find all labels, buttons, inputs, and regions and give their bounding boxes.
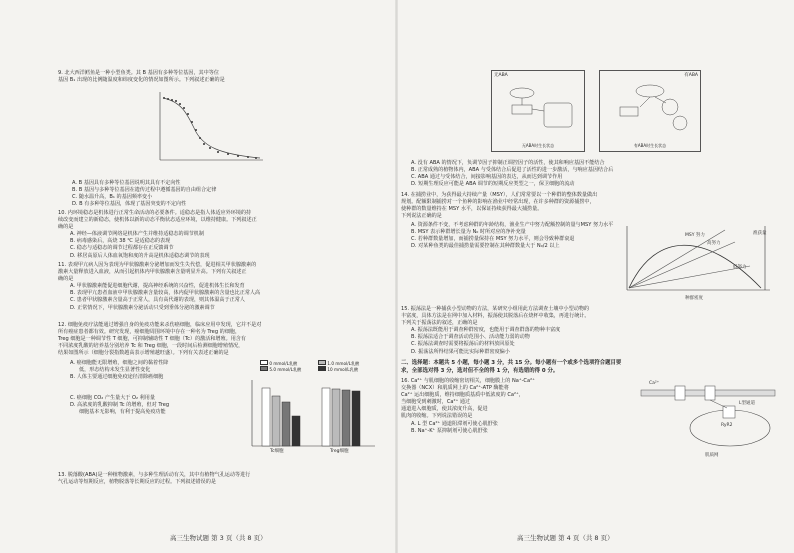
q14-chart	[615, 222, 775, 302]
q14-label-high: 高努力	[707, 241, 721, 246]
q13-option: A. 没有 ABA 的情况下，负调节因子抑制正调控因子的活性，使其和响应基因不能结合	[411, 160, 605, 166]
q15-option: C. 振荡法调查时需要将振荡后的材料放回原处	[411, 341, 515, 348]
scatter-point	[175, 100, 177, 102]
right-page	[397, 0, 794, 553]
footer-left: 高三生物试题 第 3 页（共 8 页）	[170, 534, 267, 542]
q16-option: A. L 型 Ca²⁺ 通道阻滞剂可使心肌舒张	[411, 420, 498, 427]
q14-stem-line: 使种群的数量维持在 MSY 水平，以保证持续获得最大捕捞量。	[401, 206, 543, 213]
legend-label: 1.0 mmol/L乳酸	[327, 361, 360, 366]
q13-option: C. ABA 通过与受体结合，间接影响基因的表达，从而达到调节作用	[411, 174, 563, 181]
q12-chart	[230, 360, 380, 460]
q13-panel-right	[599, 70, 701, 152]
section-title: 二、选择题：本题共 5 小题，每小题 3 分，共 15 分。每小题有一个或多个选项符合题目要	[401, 360, 622, 366]
q16-figure	[635, 376, 780, 458]
q13-panel-left	[491, 70, 585, 152]
footer-right: 高三生物试题 第 4 页（共 8 页）	[517, 534, 614, 542]
question-10	[58, 210, 378, 260]
q14-label-density: 种群密度	[685, 296, 703, 301]
q16-stem-line: Ca²⁺ 运出细胞质，维持细胞质基质中低浓度的 Ca²⁺，	[401, 392, 524, 399]
q16-stem-line: 16. Ca²⁺ 与肌细胞的收缩密切相关，细胞膜上的 Na⁺-Ca²⁺	[401, 378, 535, 384]
q16-stem-line: 通道进入细胞质，使其浓度升高，促进	[401, 406, 488, 413]
bar	[322, 388, 330, 446]
q9-stem-line: 9. 北大西洋鳕鱼是一种小型鱼类。其 B 基因有多种等位基因，其中等位	[58, 70, 219, 76]
q14-stem-line: 规划。配额限制捕捞对一个鱼种的影响在渔业中经常出现，在许多种群的资源捕捞中，	[401, 199, 595, 206]
q14-option: B. MSY 表示种群增长量为 N₀ 时所对应的净补充量	[411, 229, 526, 236]
q12-stem-line: 结果如图所示（细胞分裂指数越高表示增殖越旺盛）。下列有关表述正确的是	[58, 350, 229, 357]
legend-item	[260, 366, 301, 372]
panel-caption: 无ABA时生长状态	[521, 143, 555, 148]
q12-stem-line: 12. 细胞免疫疗法能通过增强自身的免疫功能来杀伤癌细胞，临床应用中发现，它并不是对	[58, 322, 262, 328]
q9-option: A. B 基因具有多种等位基因说明其具有不定向性	[72, 180, 181, 186]
bar	[352, 391, 360, 446]
q12-option: D. 高浓度的乳酸抑制 Tc 的增殖，但对 Treg	[70, 402, 170, 409]
q9-option: D. B 有多种等位基因，体现了基因突变的不定向性	[72, 201, 187, 208]
panel-label: 有ABA	[684, 73, 698, 78]
bar	[292, 416, 300, 446]
fig-label-sr: 肌质网	[705, 453, 719, 458]
q13-options	[411, 160, 781, 188]
q13-stem-line: 气孔运动等短期反应，植物脱落等长期反应的过程。下列叙述错误的是	[58, 479, 216, 486]
q14-options	[411, 222, 621, 250]
q12-stem-line: 不同浓度乳酸的培养基分别培养 Tc 和 Treg 细胞，一段时间后检测细胞增殖情况，	[58, 343, 244, 350]
q11-option: B. 表现甲亢患者血液中甲状腺激素含量较高，体内促甲状腺激素的含量也比正常人高	[70, 290, 261, 297]
q15-stem-line: 丰富度，具体方法是在网中加入材料，振荡使其脱落后在烧杯中收集，再进行统计。	[401, 313, 590, 320]
fig-label-ltype: L型通道	[739, 401, 756, 406]
q14-stem-line: 14. 在捕捞业中，为获得最大持续产量（MSY），人们常常要以一个种群的整体数量做出	[401, 192, 598, 198]
q11-stem-line: 确的是	[58, 276, 74, 283]
panel-caption: 有ABA时生长状态	[633, 143, 667, 148]
q15-option: B. 振荡法适合于调查活动范围小、活动能力弱的动物	[411, 334, 530, 341]
q10-stem-line: 10. 内环境稳态是机体进行正常生命活动的必要条件。适稳态是指人体适应外环境的持	[58, 210, 252, 216]
scatter-point	[209, 147, 211, 149]
q10-stem-line: 确的是	[58, 224, 74, 231]
q12-option: 低，形态结构未发生显著性变化	[79, 367, 151, 374]
q12-option: C. 癌细胞 CO₂ 产生量大于 O₂ 利用量	[70, 395, 155, 402]
q14-stem-line: 下列说法正确的是	[401, 213, 442, 220]
section-2-heading	[401, 360, 786, 375]
q16-option: B. Na⁺-K⁺ 泵抑制剂可使心肌舒张	[411, 427, 488, 434]
q10-option: A. 神经—体液调节网络是机体产生并维持适稳态的调节机制	[70, 231, 204, 238]
question-11	[58, 262, 378, 312]
scatter-point	[187, 113, 189, 115]
q10-option: D. 移居高原后人体血氧饱和度的升高是机体适稳态调节的表现	[70, 252, 210, 259]
legend-label: 10 mmol/L乳酸	[327, 367, 359, 372]
q14-option: D. 对某种鱼类的最佳捕捞量需要控制在其种群数量大于 N₀/2 以上	[411, 243, 560, 250]
q12-stem-line: 所有癌症患者都有效。研究发现，癌细胞周围环境中存在一种名为 Treg 的细胞，	[58, 329, 241, 336]
q13-stem-line: 13. 脱落酸(ABA)是一种植物激素，与多种生理活动有关，其中有植物气孔运动等进行	[58, 472, 251, 478]
question-14	[401, 192, 781, 220]
section-subtitle: 求，全部选对得 3 分，选对但不全的得 1 分，有选错的得 0 分。	[401, 367, 559, 374]
q13-option: B. 正常成熟的植物体内，ABA 与受体结合后促进了活性的进一步激活，与响应基因结合后	[411, 167, 614, 174]
q14-option: C. 若种群数量增加，而捕捞量保持在 MSY 努力水平，则会导致种群衰退	[411, 236, 575, 243]
q12-option: A. 癌细胞能无限增殖，细胞之间的黏着性降	[70, 360, 169, 366]
q9-option: C. 随水温升高，B₁ 的基因频率变小	[72, 194, 153, 201]
q12-option: 细胞基本无影响，有利于提高免疫功能	[79, 409, 166, 416]
scatter-point	[183, 107, 185, 109]
x-label-treg: Treg细胞	[330, 449, 349, 454]
q16-stem-line: 交换器（NCX）和肌质网上的 Ca²⁺-ATP 酶能将	[401, 385, 509, 392]
q10-stem-line: 续改变而建立的新稳态，使机体以新的动态平衡状态适应环境，以维持健康。下列叙述正	[58, 217, 257, 224]
q14-option: A. 资源条件不变，不考虑种群的年龄结构，渔业生产中努力配额控制的量与MSY 努力水平	[411, 222, 614, 228]
q11-stem-line: 11. 表观甲亢病人因为表现为甲状腺激素分泌增加而发生失代偿，促进相关甲状腺激素的	[58, 262, 257, 268]
q14-label-msy: MSY 努力	[685, 233, 705, 238]
bar	[332, 389, 340, 446]
q16-stem-line: 当细胞受到刺激时，Ca²⁺ 通过	[401, 399, 471, 406]
fig-label-ca: Ca²⁺	[649, 381, 660, 386]
q9-stem-line: 基因 B₁ 出现的比例随温度和纬度变化的情况如图所示。下列叙述正确的是	[58, 77, 225, 84]
q14-label-catch: 渔获量	[753, 231, 767, 236]
question-12	[58, 322, 378, 357]
question-13	[58, 472, 378, 486]
q15-stem-line: 下列关于振荡法的叙述，正确的是	[401, 320, 478, 327]
q12-stem-line: Treg 细胞是一种调节性 T 细胞，可抑制辅助性 T 细胞（Tc）的激活和增殖。用含有	[58, 336, 246, 343]
q13-option: D. 短期生理反应可能是 ABA 调节的短期反应类型之一，保卫细胞的流动	[411, 181, 575, 188]
scatter-point	[217, 151, 219, 153]
q11-option: C. 患者甲状腺激素含量高于正常人，具有高代谢的表现，则其体温高于正常人	[70, 297, 245, 304]
q15-option: A. 振荡法既能用于调查种群密度，也能用于调查群落的物种丰富度	[411, 327, 561, 334]
q12-option: B. 人体主要通过细胞免疫途径清除癌细胞	[70, 374, 164, 381]
q16-stem-line: 肌肉的收缩。下列说法错误的是	[401, 413, 473, 420]
q15-option: D. 振荡法所得结果可能比实际种群密度偏小	[411, 348, 510, 355]
bar	[282, 402, 290, 446]
question-9	[58, 70, 378, 84]
bar	[262, 388, 270, 446]
panel-label: 无ABA	[494, 73, 508, 78]
q9-chart	[148, 88, 273, 178]
q9-options	[72, 180, 372, 208]
fig-label-ryr: RyR2	[721, 423, 733, 428]
bar	[342, 390, 350, 446]
legend-item	[318, 366, 358, 372]
q13-figure	[491, 70, 701, 155]
x-label-tc: Tc细胞	[270, 449, 284, 454]
q11-option: A. 甲状腺激素能促进细胞代谢，提高神经系统的兴奋性，促进机体生长和发育	[70, 283, 245, 290]
q11-option: D. 正常情况下，甲状腺激素分泌活动只受到垂体分泌的激素调节	[70, 304, 215, 311]
question-16	[401, 378, 631, 435]
scatter-point	[203, 143, 205, 145]
q10-option: B. 病毒感染后，高烧 38 ℃ 是适稳态的表现	[70, 238, 171, 245]
q12-options	[70, 360, 230, 417]
q10-option: C. 稳态与适稳态的调节过程都存在正反馈调节	[70, 245, 174, 252]
q15-stem-line: 15. 振荡法是一种捕获小型动物的方法，某研究小组用此方法调查土壤中小型动物的	[401, 306, 590, 312]
scatter-point	[179, 103, 181, 105]
q9-option: B. B 基因与多种等位基因在遗传过程中遵循基因的自由组合定律	[72, 187, 217, 194]
q14-label-low: 低努力	[733, 265, 747, 270]
bar	[272, 396, 280, 446]
legend-label: 0 mmol/L乳酸	[269, 361, 298, 366]
q11-stem-line: 激素大量释放进入血液，从而引起机体内甲状腺激素含量明显升高。下列有关叙述正	[58, 269, 247, 276]
question-15	[401, 306, 781, 356]
legend-label: 5.0 mmol/L乳酸	[269, 367, 302, 372]
